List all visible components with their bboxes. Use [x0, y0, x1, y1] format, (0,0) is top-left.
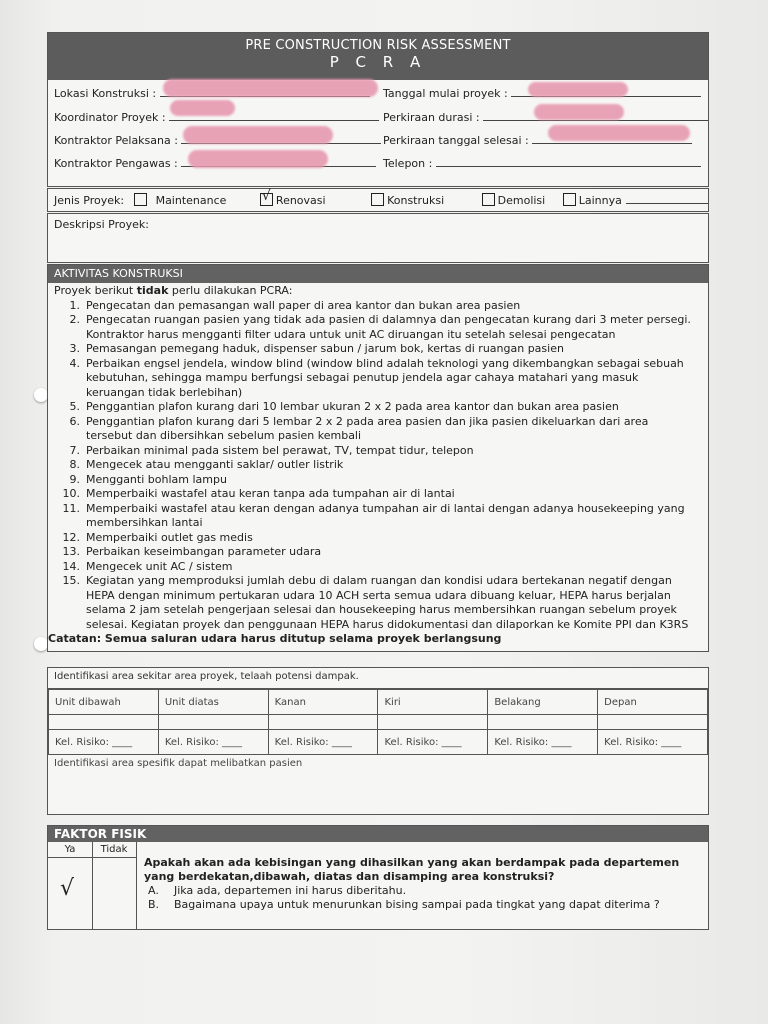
risk-cell[interactable]: Kel. Risiko: ____: [598, 730, 708, 755]
list-item: 11. Memperbaiki wastafel atau keran dengan adanya tumpahan air di lantai dengan adanya housekeeping yang membersihkan lantai: [62, 501, 685, 529]
list-item: 4. Perbaikan engsel jendela, window blind (window blind adalah teknologi yang dikembangkan sebagai sebuah kebutuhan, sehingga mampu berfungsi sebagai penutup jendela agar cahaya matahari yang masuk keruangan tidak berlebihan): [69, 356, 684, 399]
list-item: 9. Mengganti bohlam lampu: [69, 472, 227, 486]
area-column-header: Belakang: [488, 690, 598, 715]
list-item: 7. Perbaikan minimal pada sistem bel perawat, TV, tempat tidur, telepon: [69, 443, 474, 457]
area-column-header: Unit dibawah: [49, 690, 159, 715]
area-cell[interactable]: [378, 715, 488, 730]
area-cell[interactable]: [488, 715, 598, 730]
area-spesifik-label: Identifikasi area spesifik dapat melibatkan pasien: [54, 758, 303, 769]
area-column-header: Kiri: [378, 690, 488, 715]
pelaksana-label: Kontraktor Pelaksana :: [54, 134, 178, 147]
catatan: Catatan: Semua saluran udara harus ditutup selama proyek berlangsung: [48, 632, 502, 645]
area-cell[interactable]: [158, 715, 268, 730]
ya-header: Ya: [48, 842, 93, 858]
faktor-question: Apakah akan ada kebisingan yang dihasilkan yang akan berdampak pada departemen yang berdekatan,dibawah, diatas dan disamping area konstruksi?: [144, 856, 680, 883]
area-cell[interactable]: [49, 715, 159, 730]
list-item: 3. Pemasangan pemegang haduk, dispenser sabun / jarum bok, kertas di ruangan pasien: [69, 342, 564, 355]
area-column-header: Depan: [598, 690, 708, 715]
aktivitas-title: AKTIVITAS KONSTRUKSI: [48, 265, 708, 283]
faktor-sub-list: [144, 884, 688, 912]
list-item: 6. Penggantian plafon kurang dari 5 lembar 2 x 2 pada area pasien dan jika pasien dikeluarkan dari area tersebut dan dibersihkan sebelum pasien kembali: [69, 414, 649, 442]
telepon-label: Telepon :: [383, 157, 433, 170]
pengawas-label: Kontraktor Pengawas :: [54, 157, 178, 170]
area-cell[interactable]: [598, 715, 708, 730]
aktivitas-list: [54, 299, 694, 633]
risk-cell[interactable]: Kel. Risiko: ____: [49, 730, 159, 755]
jenis-proyek-row: [47, 188, 709, 212]
redaction-mark: [534, 104, 624, 120]
faktor-fisik-section: [47, 825, 709, 930]
redaction-mark: [170, 100, 235, 116]
checkbox-icon: [371, 193, 384, 206]
checked-checkbox-icon: √: [260, 193, 273, 206]
form-header: [48, 33, 708, 80]
area-column-header: Unit diatas: [158, 690, 268, 715]
list-item: 2. Pengecatan ruangan pasien yang tidak ada pasien di dalamnya dan pengecatan kurang dari 3 meter persegi. Kontraktor harus mengganti filter udara untuk unit AC diruangan itu setelah selesai pengecatan: [69, 313, 691, 341]
ya-checkmark[interactable]: √: [60, 876, 75, 901]
option-maintenance[interactable]: Maintenance: [134, 194, 227, 207]
checkbox-icon: [482, 193, 495, 206]
risk-cell[interactable]: Kel. Risiko: ____: [378, 730, 488, 755]
tanggal-selesai-label: Perkiraan tanggal selesai :: [383, 134, 529, 147]
option-demolisi[interactable]: Demolisi: [482, 194, 546, 207]
area-title: Identifikasi area sekitar area proyek, telaah potensi dampak.: [48, 668, 708, 689]
list-item: 5. Penggantian plafon kurang dari 10 lembar ukuran 2 x 2 pada area kantor dan bukan area pasien: [69, 400, 619, 413]
faktor-sub-item: B. Bagaimana upaya untuk menurunkan bising sampai pada tingkat yang dapat diterima ?: [148, 898, 660, 911]
redaction-mark: [188, 150, 328, 168]
form-title: PRE CONSTRUCTION RISK ASSESSMENT: [245, 38, 511, 53]
tidak-header: Tidak: [92, 842, 137, 858]
area-table: [48, 689, 708, 755]
risk-cell[interactable]: Kel. Risiko: ____: [488, 730, 598, 755]
deskripsi-label: Deskripsi Proyek:: [54, 218, 149, 231]
faktor-title: FAKTOR FISIK: [48, 826, 708, 842]
risk-cell[interactable]: Kel. Risiko: ____: [158, 730, 268, 755]
tanggal-mulai-label: Tanggal mulai proyek :: [383, 87, 508, 100]
list-item: 8. Mengecek atau mengganti saklar/ outler listrik: [69, 458, 344, 471]
list-item: 13. Perbaikan keseimbangan parameter udara: [62, 545, 322, 558]
redaction-mark: [548, 125, 690, 141]
checkbox-icon: [563, 193, 576, 206]
durasi-label: Perkiraan durasi :: [383, 111, 480, 124]
list-item: 14. Mengecek unit AC / sistem: [62, 559, 233, 573]
area-column-header: Kanan: [268, 690, 378, 715]
list-item: 10. Memperbaiki wastafel atau keran tanpa ada tumpahan air di lantai: [62, 487, 455, 500]
identity-section: [47, 32, 709, 187]
redaction-mark: [528, 82, 628, 97]
telepon-field[interactable]: [436, 156, 701, 167]
risk-cell[interactable]: Kel. Risiko: ____: [268, 730, 378, 755]
koordinator-label: Koordinator Proyek :: [54, 111, 166, 124]
faktor-sub-item: A. Jika ada, departemen ini harus diberitahu.: [148, 884, 407, 897]
punch-hole: [34, 388, 48, 402]
list-item: 1. Pengecatan dan pemasangan wall paper di area kantor dan bukan area pasien: [69, 298, 521, 312]
form-subtitle: P C R A: [329, 53, 427, 71]
punch-hole: [34, 637, 48, 651]
option-renovasi[interactable]: √ Renovasi: [261, 188, 326, 207]
aktivitas-intro: Proyek berikut tidak perlu dilakukan PCRA:: [54, 284, 293, 297]
list-item: 15. Kegiatan yang memproduksi jumlah debu di dalam ruangan dan kondisi udara bertekanan negatif dengan HEPA dengan minimum pertukaran udara 10 ACH serta semua udara dibuang keluar, HEPA harus berjalan selama 2 jam setelah pengerjaan selesai dan housekeeping harus membersihkan ruangan sebelum proyek selesai. Kegiatan proyek dan penggunaan HEPA harus didokumentasi dan dilaporkan ke Komite PPI dan K3RS: [62, 574, 689, 631]
area-cell[interactable]: [268, 715, 378, 730]
redaction-mark: [183, 126, 333, 144]
aktivitas-section: [47, 264, 709, 652]
lokasi-label: Lokasi Konstruksi :: [54, 87, 157, 100]
option-lainnya[interactable]: Lainnya: [563, 194, 708, 207]
redaction-mark: [163, 79, 378, 97]
list-item: 12. Memperbaiki outlet gas medis: [62, 530, 253, 544]
area-section: [47, 667, 709, 815]
deskripsi-section[interactable]: [47, 213, 709, 263]
jenis-label: Jenis Proyek:: [54, 194, 125, 207]
option-konstruksi[interactable]: Konstruksi: [371, 194, 444, 207]
checkbox-icon: [134, 193, 147, 206]
lainnya-field[interactable]: [626, 193, 708, 204]
